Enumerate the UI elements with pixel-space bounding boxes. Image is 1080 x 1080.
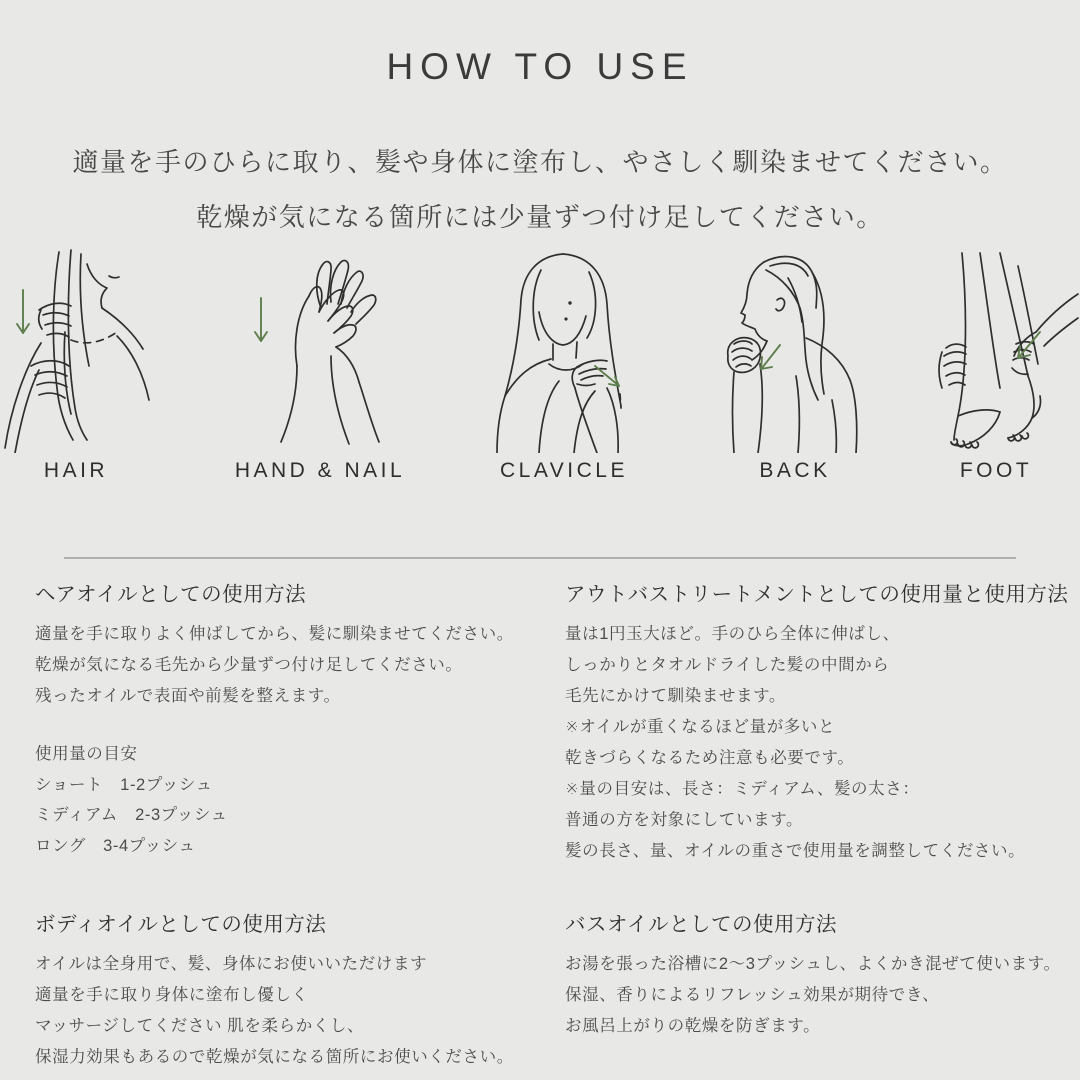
- section-line: ※オイルが重くなるほど量が多いと: [565, 718, 836, 736]
- section-line: 髪の長さ、量、オイルの重さで使用量を調整してください。: [565, 842, 1026, 860]
- section-line: しっかりとタオルドライした髪の中間から: [565, 656, 890, 674]
- section-line: オイルは全身用で、髪、身体にお使いいただけます: [35, 955, 428, 973]
- section-body-oil: [35, 907, 540, 1073]
- figure-label-back: BACK: [759, 459, 831, 482]
- figure-hair: [0, 248, 152, 483]
- guide-title: 使用量の目安: [35, 745, 138, 763]
- guide-line: ショート 1-2プッシュ: [35, 775, 213, 794]
- back-apply-illustration-icon: [700, 248, 890, 453]
- page-title: HOW TO USE: [386, 46, 694, 87]
- section-heading: バスオイルとしての使用方法: [565, 913, 837, 936]
- down-arrow-icon: [17, 290, 29, 333]
- section-line: 保湿、香りによるリフレッシュ効果が期待でき、: [565, 986, 940, 1004]
- figure-back: [700, 248, 890, 483]
- down-arrow-icon: [255, 298, 267, 341]
- intro-line-1: 適量を手のひらに取り、髪や身体に塗布し、やさしく馴染ませてください。: [72, 147, 1008, 177]
- section-line: 普通の方を対象にしています。: [565, 811, 804, 829]
- section-line: お湯を張った浴槽に2〜3プッシュし、よくかき混ぜて使います。: [565, 955, 1061, 973]
- figure-hand-nail: [232, 248, 408, 483]
- intro-line-2: 乾燥が気になる箇所には少量ずつ付け足してください。: [196, 202, 884, 232]
- section-heading: アウトバストリートメントとしての使用量と使用方法: [565, 583, 1069, 606]
- figure-foot: [912, 248, 1080, 483]
- section-heading: ヘアオイルとしての使用方法: [35, 583, 307, 606]
- section-line: 適量を手に取りよく伸ばしてから、髪に馴染ませてください。: [35, 625, 514, 643]
- section-line: 残ったオイルで表面や前髪を整えます。: [35, 687, 341, 705]
- section-heading: ボディオイルとしての使用方法: [35, 913, 327, 936]
- section-line: 乾燥が気になる毛先から少量ずつ付け足してください。: [35, 656, 463, 674]
- section-line: 保湿力効果もあるので乾燥が気になる箇所にお使いください。: [35, 1048, 514, 1066]
- figure-label-hand-nail: HAND & NAIL: [234, 459, 406, 482]
- divider: [64, 557, 1016, 559]
- figure-label-foot: FOOT: [959, 459, 1033, 482]
- section-line: 適量を手に取り身体に塗布し優しく: [35, 986, 309, 1004]
- section-line: ※量の目安は、長さ：ミディアム、髪の太さ：: [565, 780, 920, 798]
- guide-line: ミディアム 2-3プッシュ: [35, 806, 228, 824]
- section-hair-oil: [35, 577, 540, 861]
- clavicle-apply-illustration-icon: [479, 248, 649, 453]
- usage-amount-guide: [35, 739, 540, 861]
- figure-clavicle: [478, 248, 650, 483]
- figure-label-clavicle: CLAVICLE: [500, 459, 628, 482]
- figure-label-hair: HAIR: [43, 459, 109, 482]
- section-line: お風呂上がりの乾燥を防ぎます。: [565, 1017, 821, 1035]
- section-line: 毛先にかけて馴染ませます。: [565, 687, 786, 705]
- hands-rubbing-illustration-icon: [235, 248, 405, 453]
- section-outbath-treatment: [565, 577, 1070, 867]
- section-bath-oil: [565, 907, 1070, 1042]
- foot-massage-illustration-icon: [912, 248, 1080, 453]
- section-line: 量は1円玉大ほど。手のひら全体に伸ばし、: [565, 625, 900, 643]
- hair-apply-illustration-icon: [1, 248, 151, 453]
- guide-line: ロング 3-4プッシュ: [35, 836, 196, 855]
- section-line: マッサージしてください 肌を柔らかくし、: [35, 1017, 365, 1035]
- section-line: 乾きづらくなるため注意も必要です。: [565, 749, 855, 767]
